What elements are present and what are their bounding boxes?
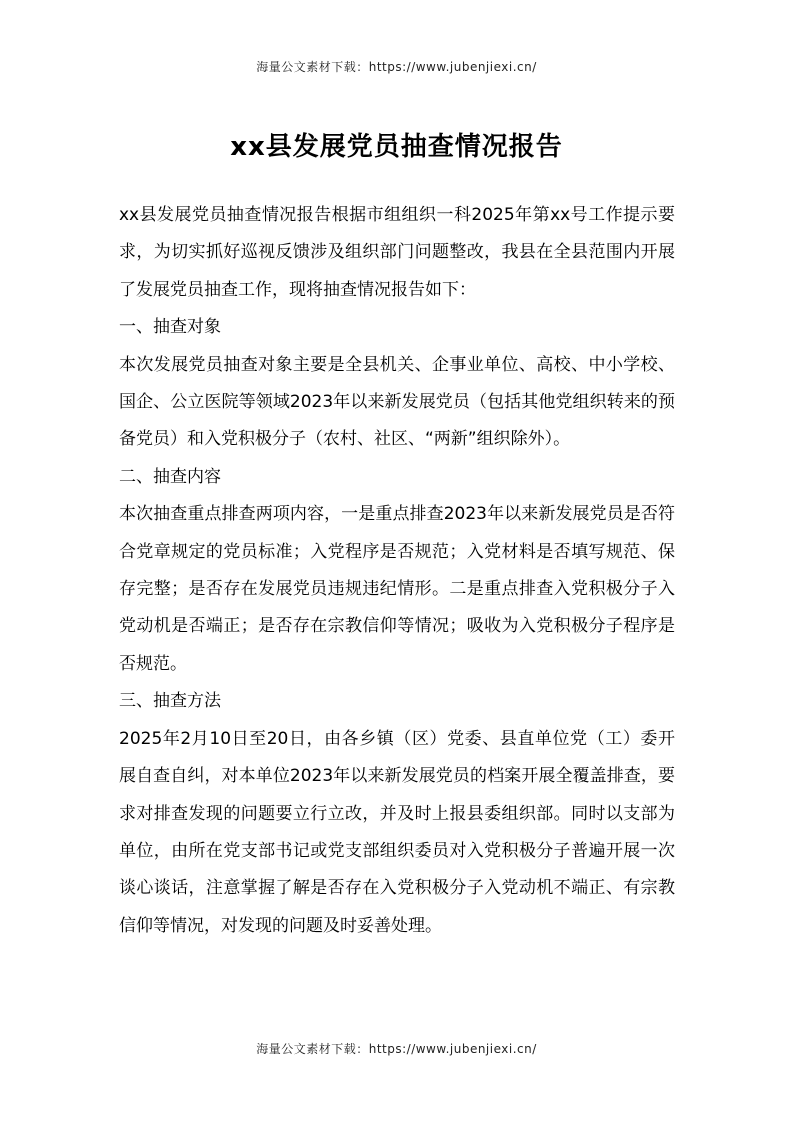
section-heading-targets: 一、抽查对象 — [119, 317, 221, 338]
document-body — [119, 197, 675, 945]
content-paragraph: 本次抽查重点排查两项内容，一是重点排查2023年以来新发展党员是否符合党章规定的党员标准；入党程序是否规范；入党材料是否填写规范、保存完整；是否存在发展党员违规违纪情形。二是重点排查入党积极分子入党动机是否端正；是否存在宗教信仰等情况；吸收为入党积极分子程序是否规范。 — [119, 504, 675, 674]
document-title: xx县发展党员抽查情况报告 — [230, 132, 563, 162]
header-download-note: 海量公文素材下载：https://www.jubenjiexi.cn/ — [256, 60, 537, 74]
method-paragraph: 2025年2月10日至20日，由各乡镇（区）党委、县直单位党（工）委开展自查自纠，对本单位2023年以来新发展党员的档案开展全覆盖排查，要求对排查发现的问题要立行立改，并及时上报县委组织部。同时以支部为单位，由所在党支部书记或党支部组织委员对入党积极分子普遍开展一次谈心谈话，注意掌握了解是否存在入党积极分子入党动机不端正、有宗教信仰等情况，对发现的问题及时妥善处理。 — [119, 728, 675, 936]
footer-download-note: 海量公文素材下载：https://www.jubenjiexi.cn/ — [256, 1042, 537, 1056]
targets-paragraph: 本次发展党员抽查对象主要是全县机关、企事业单位、高校、中小学校、国企、公立医院等领域2023年以来新发展党员（包括其他党组织转来的预备党员）和入党积极分子（农村、社区、“两新”组织除外）。 — [119, 354, 675, 450]
section-heading-content: 二、抽查内容 — [119, 466, 221, 487]
section-heading-method: 三、抽查方法 — [119, 691, 221, 712]
intro-paragraph: xx县发展党员抽查情况报告根据市组组织一科2025年第xx号工作提示要求，为切实抓好巡视反馈涉及组织部门问题整改，我县在全县范围内开展了发展党员抽查工作，现将抽查情况报告如下： — [119, 205, 675, 300]
